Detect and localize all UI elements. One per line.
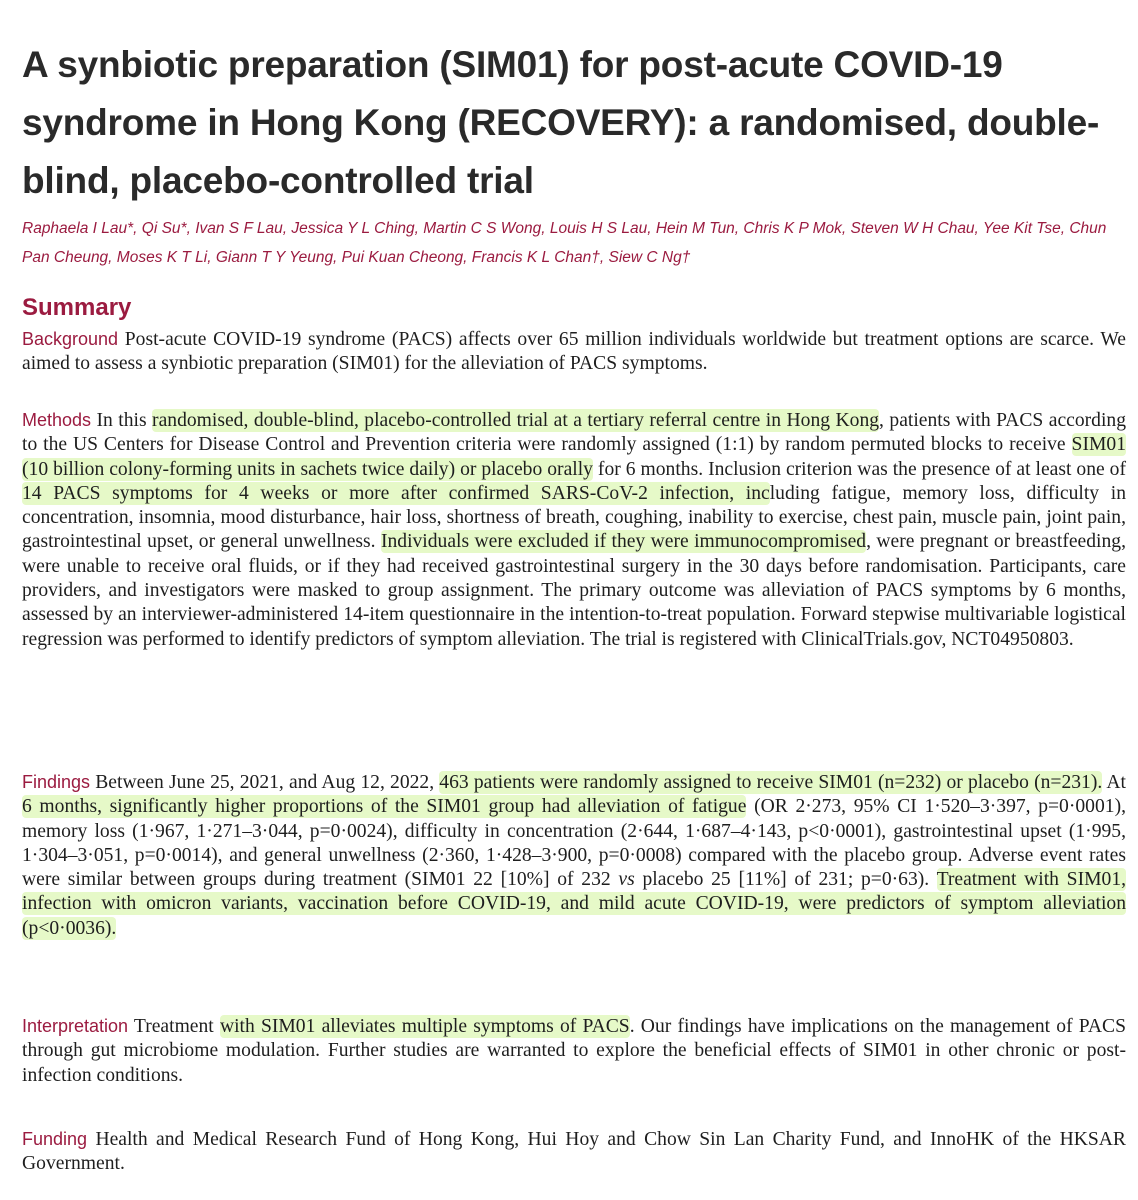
methods-highlight-exclusion: Individuals were excluded if they were immunocompromised xyxy=(380,531,867,553)
interpretation-paragraph xyxy=(22,1014,1126,1088)
findings-highlight-enrolment: 463 patients were randomly assigned to receive SIM01 (n=232) or placebo (n=231). xyxy=(439,772,1103,793)
findings-text-3: (OR 2·273, 95% CI 1·520–3·397, p=0·0001), memory loss (1·967, 1·271–3·044, p=0·0024), difficulty in concentration (2·644, 1·687–4·143, p<0·0001), gastrointestinal upset (1·995, 1·304–3·051, p=0·0014), and general unwellness (2·360, 1·428–3·900, p=0·0008) compared with the placebo group. Adverse event rates were similar between groups during treatment (SIM01 22 [10%] of 232 xyxy=(22,796,1126,891)
methods-text-2: , patients with PACS according to the US Centers for Disease Control and Prevention criteria were randomly assigned (1:1) by random permuted blocks to receive xyxy=(22,410,1126,456)
background-paragraph xyxy=(22,327,1126,377)
methods-highlight-inclusion: 14 PACS symptoms for 4 weeks or more after confirmed SARS-CoV-2 infection, inc xyxy=(22,482,770,504)
findings-vs: vs xyxy=(618,869,635,891)
background-text: Post-acute COVID-19 syndrome (PACS) affects over 65 million individuals worldwide but treatment options are scarce. We aimed to assess a synbiotic preparation (SIM01) for the alleviation of PACS symptoms. xyxy=(22,329,1126,375)
article-title: A synbiotic preparation (SIM01) for post-acute COVID-19 syndrome in Hong Kong (RECOVERY): a randomised, double-blind, placebo-controlled trial xyxy=(22,44,1100,201)
methods-highlight-design: randomised, double-blind, placebo-controlled trial at a tertiary referral centre in Hong Kong xyxy=(152,410,880,431)
interpretation-text-1: Treatment xyxy=(133,1016,214,1037)
methods-text-1: In this xyxy=(96,410,147,431)
findings-highlight-predictors: Treatment with SIM01, infection with omicron variants, vaccination before COVID-19, and mild acute COVID-19, were predictors of symptom alleviation (p<0·0036). xyxy=(22,869,1127,939)
methods-highlight-intervention: SIM01 (10 billion colony-forming units in sachets twice daily) or placebo orally xyxy=(22,434,1126,480)
findings-text-1: Between June 25, 2021, and Aug 12, 2022, xyxy=(95,772,435,793)
funding-label: Funding xyxy=(22,1129,88,1149)
funding-paragraph xyxy=(22,1127,1126,1177)
findings-paragraph xyxy=(22,770,1126,941)
background-label: Background xyxy=(22,329,119,349)
author-list: Raphaela I Lau*, Qi Su*, Ivan S F Lau, Jessica Y L Ching, Martin C S Wong, Louis H S Lau, Hein M Tun, Chris K P Mok, Steven W H Chau, Yee Kit Tse, Chun Pan Cheung, Moses K T Li, Giann T Y Yeung, Pui Kuan Cheong, Francis K L Chan†, Siew C Ng† xyxy=(22,220,1107,266)
interpretation-highlight: with SIM01 alleviates multiple symptoms of PACS xyxy=(219,1016,630,1037)
methods-label: Methods xyxy=(22,410,92,430)
methods-text-4: luding fatigue, memory loss, difficulty in concentration, insomnia, mood disturbance, hair loss, shortness of breath, coughing, inability to exercise, chest pain, muscle pain, joint pain, gastrointestinal upset, or general unwellness. xyxy=(22,482,1126,553)
methods-text-5: , were pregnant or breastfeeding, were unable to receive oral fluids, or if they had received gastrointestinal surgery in the 30 days before randomisation. Participants, care providers, and investigators were masked to group assignment. The primary outcome was alleviation of PACS symptoms by 6 months, assessed by an interviewer-administered 14-item questionnaire in the intention-to-treat population. Forward stepwise multivariable logistical regression was performed to identify predictors of symptom alleviation. The trial is registered with ClinicalTrials.gov, NCT04950803. xyxy=(22,531,1126,650)
findings-label: Findings xyxy=(22,772,91,792)
interpretation-text-2: . Our findings have implications on the management of PACS through gut microbiome modulation. Further studies are warranted to explore the beneficial effects of SIM01 in other chronic or post-infection conditions. xyxy=(22,1016,1126,1086)
summary-heading: Summary xyxy=(22,294,132,321)
methods-paragraph xyxy=(22,408,1126,652)
funding-text: Health and Medical Research Fund of Hong Kong, Hui Hoy and Chow Sin Lan Charity Fund, and InnoHK of the HKSAR Government. xyxy=(22,1129,1126,1175)
methods-text-3: for 6 months. Inclusion criterion was the presence of at least one of xyxy=(597,458,1126,480)
findings-text-2: At xyxy=(1106,772,1126,793)
interpretation-label: Interpretation xyxy=(22,1016,129,1036)
findings-highlight-primary-outcome: 6 months, significantly higher proportions of the SIM01 group had alleviation of fatigue xyxy=(22,796,747,818)
findings-text-4: placebo 25 [11%] of 231; p=0·63). xyxy=(642,869,930,891)
